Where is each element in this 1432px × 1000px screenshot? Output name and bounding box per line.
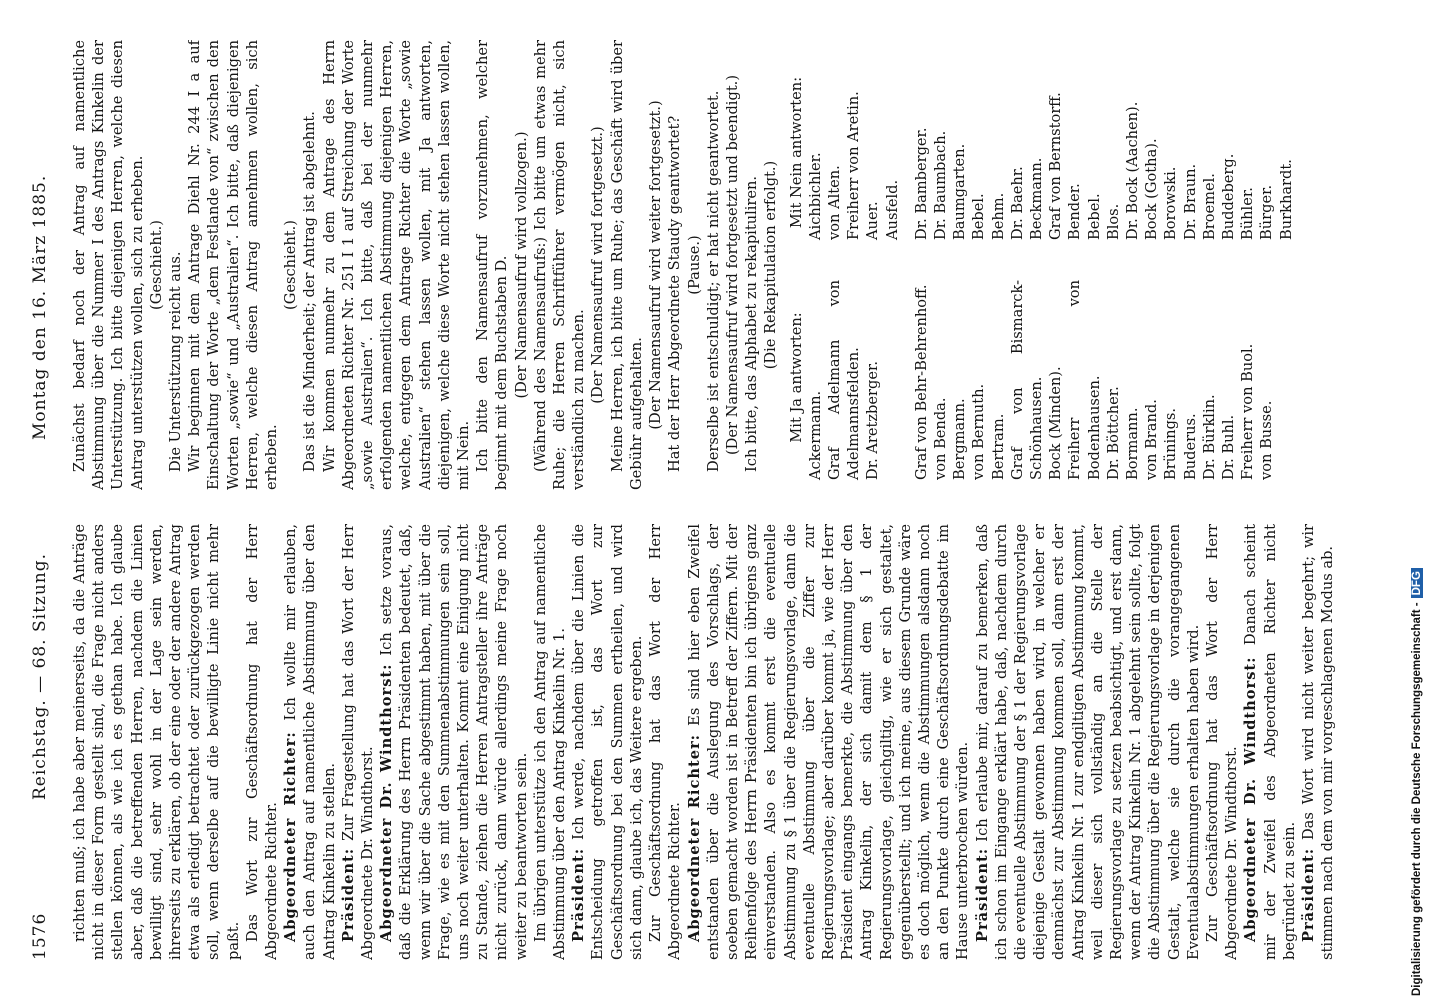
speech-paragraph	[281, 524, 339, 960]
session-title: Reichstag. — 68. Sitzung.	[30, 552, 50, 800]
member-name: Auer.	[864, 201, 882, 240]
page-number: 1576	[30, 912, 50, 960]
paragraph: Zur Geschäftsordnung hat das Wort der Herr Abgeordnete Richter.	[647, 524, 684, 960]
member-name: Buddeberg.	[1219, 153, 1237, 240]
paragraph: (Während des Namensaufrufs:) Ich bitte um etwas mehr Ruhe; die Herren Schriftführer vermögen nicht, sich verständlich zu machen.	[531, 40, 588, 490]
speech-paragraph	[377, 524, 531, 960]
running-head	[30, 40, 56, 960]
speaker-name: Präsident:	[339, 847, 357, 942]
stage-direction: (Pause.)	[685, 235, 703, 295]
member-name: Bock (Gotha).	[1143, 138, 1161, 240]
member-name: Bühler.	[1239, 187, 1257, 240]
speech-paragraph	[1241, 524, 1299, 960]
member-name: Freiherr von Aretin.	[845, 91, 863, 240]
speech-paragraph	[569, 524, 646, 960]
member-name: Dr. Bamberger.	[912, 127, 930, 240]
member-name: Bebel.	[1085, 193, 1103, 240]
member-name: Dr. Buhl.	[1219, 414, 1237, 480]
dfg-logo: DFG	[1411, 568, 1423, 598]
paragraph: Das Wort zur Geschäftsordnung hat der Herr Abgeordnete Richter.	[243, 524, 281, 960]
member-name: Graf von Behr-Behrenhoff.	[912, 284, 930, 480]
paragraph: Meine Herren, ich bitte um Ruhe; das Geschäft wird über Gebühr aufgehalten.	[608, 40, 645, 490]
speech-paragraph	[1299, 524, 1337, 960]
member-name: Bürger.	[1258, 184, 1276, 240]
member-name: Baumgarten.	[951, 143, 969, 240]
member-name: Dr. Bürklin.	[1200, 394, 1218, 480]
stage-direction: (Geschieht.)	[282, 220, 300, 310]
speech-text: Ich wollte mir erlauben, auch den Antrag auf namentliche Abstimmung über den Antrag Kinkelin zu stellen.	[282, 524, 338, 960]
speech-paragraph	[685, 524, 973, 960]
member-name: Ausfeld.	[883, 179, 901, 240]
member-name: Ackermann.	[806, 390, 824, 480]
b-list-yes	[912, 280, 1296, 490]
b-list-no	[912, 40, 1296, 280]
member-name: Bock (Minden).	[1047, 366, 1065, 480]
member-name: Burkhardt.	[1277, 159, 1295, 240]
no-names	[806, 40, 902, 280]
paragraph: richten muß; ich habe aber meinerseits, da die Anträge nicht in dieser Form gestellt sind, die Frage nicht anders stellen können, als wie ich es gethan habe. Ich glaube aber, daß die betreffenden Herren, nachdem die Linien bewilligt sind, sehr wohl in der Lage sein werden, ihrerseits zu erklären, ob der eine oder der andere Antrag etwa als erledigt betrachtet oder zurückgezogen werden soll, wenn derselbe auf die bewilligte Linie nicht mehr paßt.	[71, 524, 242, 960]
speech-text: Ich setze voraus, daß die Erklärung des Herrn Präsidenten bedeutet, daß, wenn wir über die Sache abgestimmt haben, mit über die Frage, wie es mit den Summenabstimmungen sein soll, uns noch weiter unterhalten. Kommt eine Einigung nicht zu Stande, ziehen die Herren Antragsteller ihre Anträge nicht zurück, dann würde allerdings meine Frage noch weiter zu beantworten sein.	[378, 524, 530, 960]
member-name: Blos.	[1104, 203, 1122, 240]
speech-text: Ich erlaube mir, darauf zu bemerken, daß ich schon im Eingange erklärt habe, daß, nachdem durch die eventuelle Abstimmung der § 1 der Regierungsvorlage diejenige Gestalt gewonnen haben wird, in welcher er demnächst zur Abstimmung kommen soll, dann erst der Antrag Kinkelin Nr. 1 zur endgiltigen Abstimmung kommt, weil dieser sich vollständig an die Stelle der Regierungsvorlage zu setzen beabsichtigt, und erst dann, wenn der Antrag Kinkelin Nr. 1 abgelehnt sein sollte, folgt die Abstimmung über die Regierungsvorlage in derjenigen Gestalt, welche sie durch die vorangegangenen Eventualabstimmungen erhalten haben wird.	[973, 524, 1202, 960]
member-name: Behm.	[989, 192, 1007, 240]
member-name: Freiherr von Bodenhausen.	[1066, 280, 1103, 480]
speech-text: Zur Fragestellung hat das Wort der Herr Abgeordnete Dr. Windthorst.	[339, 524, 377, 960]
member-name: Freiherr von Buol.	[1239, 343, 1257, 480]
speech-text: Das Wort wird nicht weiter begehrt; wir stimmen nach dem von mir vorgeschlagenen Modus ab.	[1300, 524, 1337, 960]
paragraph: Die Unterstützung reicht aus.	[167, 251, 185, 472]
speaker-name: Abgeordneter Richter:	[685, 733, 703, 942]
left-column	[70, 524, 1400, 960]
yes-names	[806, 280, 902, 490]
member-name: Dr. Baehr.	[1008, 166, 1026, 240]
digitization-label: Digitalisierung gefördert durch die Deutsche Forschungsgemeinschaft -	[1411, 602, 1423, 996]
speech-text: Danach scheint mir der Zweifel des Abgeordneten Richter nicht begründet zu sein.	[1242, 524, 1298, 960]
speech-paragraph	[973, 524, 1203, 960]
member-name: Graf von Bernstorff.	[1047, 92, 1065, 240]
stage-direction: (Der Namensaufruf wird vollzogen.)	[512, 131, 530, 399]
member-name: von Bernuth.	[970, 383, 988, 480]
member-name: Graf von Bismarck-Schönhausen.	[1008, 280, 1045, 480]
member-name: von Benda.	[931, 397, 949, 480]
paragraph: Das ist die Minderheit; der Antrag ist abgelehnt.	[301, 111, 319, 472]
stage-direction: (Geschieht.)	[147, 220, 165, 310]
member-name: Dr. Aretzberger.	[864, 360, 882, 480]
vote-names-b	[912, 40, 1296, 490]
speaker-name: Präsident:	[1300, 847, 1317, 942]
stage-direction: (Die Rekapitulation erfolgt.)	[762, 160, 780, 370]
right-column	[70, 40, 1400, 490]
speech-text: Ich werde, nachdem über die Linien die Entscheidung getroffen ist, das Wort zur Geschäftsordnung bei den Summen ertheilen, und wird sich dann, glaube ich, das Weitere ergeben.	[570, 524, 645, 960]
stage-direction: (Der Namensaufruf wird fortgesetzt und beendigt.)	[723, 74, 741, 456]
paragraph: Wir kommen nunmehr zu dem Antrage des Herrn Abgeordneten Richter Nr. 251 I 1 auf Streichung der Worte „sowie Australien“. Ich bitte, daß bei der nunmehr erfolgenden namentlichen Abstimmung diejenigen Herren, welche, entgegen dem Antrage Richter die Worte „sowie Australien“ stehen lassen wollen, mit Ja antworten, diejenigen, welche diese Worte nicht stehen lassen wollen, mit Nein.	[320, 40, 473, 490]
session-date: Montag den 16. März 1885.	[30, 174, 50, 440]
member-name: von Brand.	[1143, 399, 1161, 480]
member-name: Beckmann.	[1027, 157, 1045, 240]
vote-names-a	[806, 40, 902, 490]
vote-headings	[787, 40, 806, 490]
member-name: Dr. Bock (Aachen).	[1123, 101, 1141, 240]
member-name: Dr. Böttcher.	[1104, 386, 1122, 480]
member-name: Bergmann.	[951, 398, 969, 480]
speech-text: Es sind hier eben Zweifel entstanden über die Auslegung des Vorschlags, der soeben gemacht worden ist in Betreff der Ziffern. Mit der Reihenfolge des Herrn Präsidenten bin ich übrigens ganz einverstanden. Also es kommt erst die eventuelle Abstimmung zu § 1 über die Regierungsvorlage, dann die eventuelle Abstimmung über die Ziffer zur Regierungsvorlage; aber darüber kommt ja, wie der Herr Präsident eingangs bemerkte, die Abstimmung über den Antrag Kinkelin, der sich damit dem § 1 der Regierungsvorlage, gleichgiltig, wie er sich gestaltet, gegenüberstellt; und ich meine, aus diesem Grunde wäre es doch möglich, wenn die Abstimmungen alsdann noch an den Punkte durch eine Geschäftsordnungsdebatte im Hause unterbrochen würden.	[685, 524, 972, 960]
member-name: Buderus.	[1181, 413, 1199, 480]
member-name: Bender.	[1066, 183, 1084, 240]
paragraph: Hat der Herr Abgeordnete Staudy geantwortet?	[666, 115, 684, 472]
no-heading: Mit Nein antworten:	[787, 76, 805, 229]
member-name: Bertram.	[989, 413, 1007, 480]
paragraph: Ich bitte den Namensaufruf vorzunehmen, welcher beginnt mit dem Buchstaben D.	[474, 40, 511, 490]
member-name: Bebel.	[970, 193, 988, 240]
member-name: Brünings.	[1162, 407, 1180, 480]
member-name: von Alten.	[825, 165, 843, 240]
member-name: Aichbichler.	[806, 152, 824, 240]
paragraph: Zunächst bedarf noch der Antrag auf namentliche Abstimmung über die Nummer I des Antrags Kinkelin der Unterstützung. Ich bitte diejenigen Herren, welche diesen Antrag unterstützen wollen, sich zu erheben.	[71, 40, 146, 490]
speaker-name: Präsident:	[973, 847, 991, 942]
member-name: von Busse.	[1258, 400, 1276, 480]
member-name: Broemel.	[1200, 173, 1218, 240]
paragraph: Wir beginnen mit dem Antrage Diehl Nr. 244 I a auf Einschaltung der Worte „dem Festlande von“ zwischen den Worten „sowie“ und „Australien“. Ich bitte, daß diejenigen Herren, welche diesen Antrag annehmen wollen, sich erheben.	[186, 40, 281, 490]
member-name: Borowski.	[1162, 166, 1180, 240]
member-name: Graf Adelmann von Adelmannsfelden.	[825, 280, 863, 480]
speaker-name: Abgeordneter Dr. Windthorst:	[1242, 656, 1260, 942]
right-column-text	[70, 40, 781, 490]
paragraph: Im übrigen unterstütze ich den Antrag auf namentliche Abstimmung über den Antrag Kinkelin Nr. 1.	[531, 524, 569, 960]
digitization-note	[1408, 0, 1432, 1000]
speaker-name: Abgeordneter Dr. Windthorst:	[378, 663, 396, 942]
paragraph: Derselbe ist entschuldigt; er hat nicht geantwortet.	[704, 90, 722, 472]
speech-paragraph	[339, 524, 377, 960]
paragraph: Zur Geschäftsordnung hat das Wort der Herr Abgeordnete Dr. Windthorst.	[1203, 524, 1241, 960]
speaker-name: Abgeordneter Richter:	[282, 731, 300, 942]
member-name: Bormann.	[1123, 407, 1141, 480]
member-name: Dr. Braun.	[1181, 163, 1199, 240]
speaker-name: Präsident:	[570, 847, 588, 942]
stage-direction: (Der Namensaufruf wird fortgesetzt.)	[589, 126, 607, 404]
digitization-text	[1411, 568, 1423, 996]
member-name: Dr. Baumbach.	[931, 130, 949, 240]
yes-heading: Mit Ja antworten:	[787, 312, 805, 443]
paragraph: Ich bitte, das Alphabet zu rekapituliren.	[743, 175, 761, 472]
stage-direction: (Der Namensaufruf wird weiter fortgesetzt.)	[647, 100, 665, 430]
